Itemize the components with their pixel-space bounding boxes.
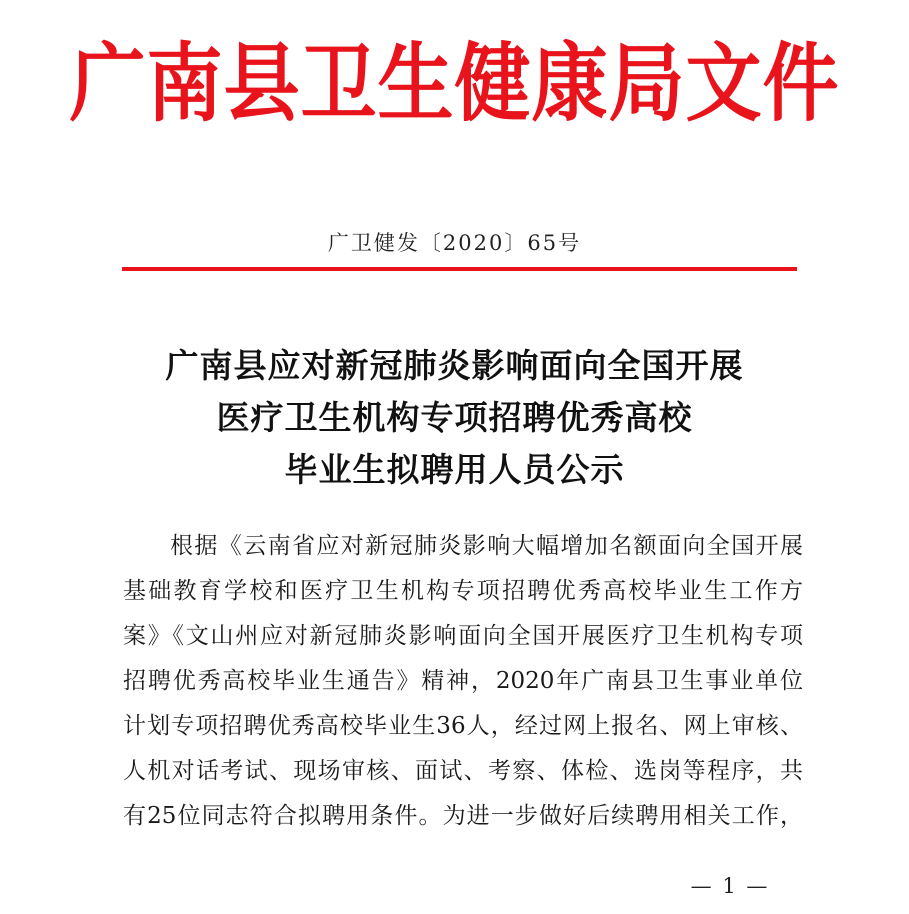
body-paragraph — [123, 524, 803, 839]
body-line-4: 招聘优秀高校毕业生通告》精神，2020年广南县卫生事业单位 — [123, 668, 803, 694]
body-line-6: 人机对话考试、现场审核、面试、考察、体检、选岗等程序，共 — [123, 758, 803, 784]
body-line-2: 基础教育学校和医疗卫生机构专项招聘优秀高校毕业生工作方 — [123, 578, 803, 604]
document-title — [0, 340, 909, 496]
body-line-1: 根据《云南省应对新冠肺炎影响大幅增加名额面向全国开展 — [170, 533, 803, 559]
title-line-3: 毕业生拟聘用人员公示 — [284, 450, 625, 489]
document-number: 广卫健发〔2020〕65号 — [327, 231, 582, 255]
body-line-7: 有25位同志符合拟聘用条件。为进一步做好后续聘用相关工作， — [123, 803, 803, 829]
page-number: — 1 — — [690, 874, 770, 898]
title-line-2: 医疗卫生机构专项招聘优秀高校 — [216, 398, 693, 437]
issuer-title: 广南县卫生健康局文件 — [69, 33, 840, 134]
body-line-5: 计划专项招聘优秀高校毕业生36人，经过网上报名、网上审核、 — [123, 713, 803, 739]
title-line-1: 广南县应对新冠肺炎影响面向全国开展 — [165, 346, 744, 385]
red-separator-line — [122, 267, 797, 271]
body-line-3: 案》《文山州应对新冠肺炎影响面向全国开展医疗卫生机构专项 — [123, 623, 803, 649]
